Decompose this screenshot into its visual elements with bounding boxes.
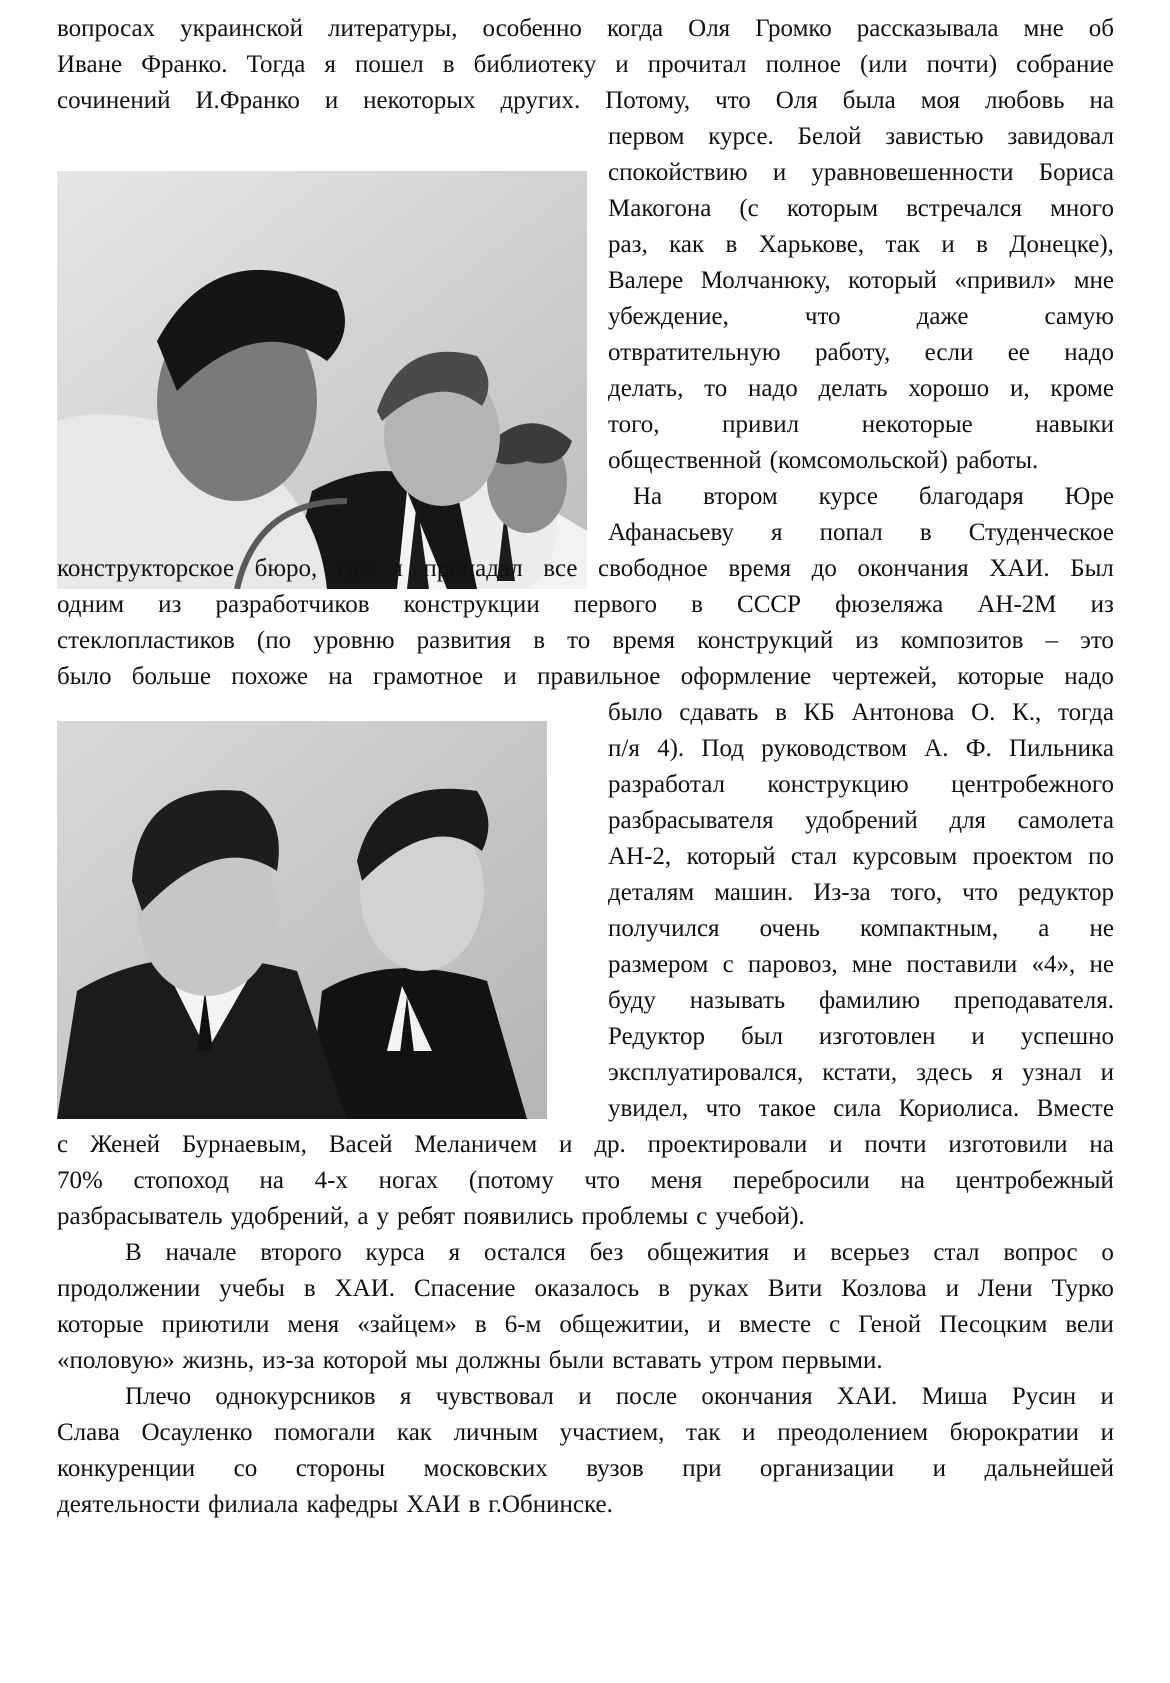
text-line: Макогона (с которым встречался много	[608, 195, 1114, 222]
text-line: с Женей Бурнаевым, Васей Меланичем и др. проектировали и почти изготовили на	[57, 1131, 1114, 1158]
text-line: общественной (комсомольской) работы.	[608, 447, 1039, 474]
text-line: одним из разработчиков конструкции первого в СССР фюзеляжа АН-2М из	[57, 591, 1114, 618]
text-line: конструкторское бюро, где я пропадал все свободное время до окончания ХАИ. Был	[57, 555, 1114, 582]
text-line: Иване Франко. Тогда я пошел в библиотеку и прочитал полное (или почти) собрание	[57, 51, 1114, 78]
photo-three-students	[57, 171, 587, 589]
text-line: Валере Молчанюку, который «привил» мне	[608, 267, 1114, 294]
text-line: вопросах украинской литературы, особенно когда Оля Громко рассказывала мне об	[57, 15, 1114, 42]
text-line: В начале второго курса я остался без общежития и всерьез стал вопрос о	[125, 1239, 1114, 1266]
text-line: «половую» жизнь, из-за которой мы должны были вставать утром первыми.	[57, 1347, 883, 1374]
text-line: Афанасьеву я попал в Студенческое	[608, 519, 1114, 546]
text-line: спокойствию и уравновешенности Бориса	[608, 159, 1114, 186]
text-line: АН-2, который стал курсовым проектом по	[608, 843, 1114, 870]
text-line: сочинений И.Франко и некоторых других. Потому, что Оля была моя любовь на	[57, 87, 1114, 114]
text-line: того, привил некоторые навыки	[608, 411, 1114, 438]
text-line: увидел, что такое сила Кориолиса. Вместе	[608, 1095, 1114, 1122]
text-line: деталям машин. Из-за того, что редуктор	[608, 879, 1114, 906]
text-line: Слава Осауленко помогали как личным участием, так и преодолением бюрократии и	[57, 1419, 1114, 1446]
text-line: первом курсе. Белой завистью завидовал	[608, 123, 1114, 150]
text-line: стеклопластиков (по уровню развития в то время конструкций из композитов – это	[57, 627, 1114, 654]
text-line: На втором курсе благодаря Юре	[633, 483, 1114, 510]
text-line: продолжении учебы в ХАИ. Спасение оказалось в руках Вити Козлова и Лени Турко	[57, 1275, 1114, 1302]
text-line: получился очень компактным, а не	[608, 915, 1114, 942]
text-line: разработал конструкцию центробежного	[608, 771, 1114, 798]
text-line: эксплуатировался, кстати, здесь я узнал и	[608, 1059, 1114, 1086]
photo-two-students	[57, 721, 547, 1119]
text-line: было сдавать в КБ Антонова О. К., тогда	[608, 699, 1114, 726]
text-line: отвратительную работу, если ее надо	[608, 339, 1114, 366]
text-line: разбрасывателя удобрений для самолета	[608, 807, 1114, 834]
text-line: которые приютили меня «зайцем» в 6-м общежитии, и вместе с Геной Песоцким вели	[57, 1311, 1114, 1338]
text-line: было больше похоже на грамотное и правильное оформление чертежей, которые надо	[57, 663, 1114, 690]
text-line: раз, как в Харькове, так и в Донецке),	[608, 231, 1114, 258]
text-line: буду называть фамилию преподавателя.	[608, 987, 1114, 1014]
text-line: Редуктор был изготовлен и успешно	[608, 1023, 1114, 1050]
text-line: размером с паровоз, мне поставили «4», не	[608, 951, 1114, 978]
text-line: делать, то надо делать хорошо и, кроме	[608, 375, 1114, 402]
text-line: Плечо однокурсников я чувствовал и после окончания ХАИ. Миша Русин и	[125, 1383, 1114, 1410]
text-line: деятельности филиала кафедры ХАИ в г.Обнинске.	[57, 1491, 613, 1518]
text-line: убеждение, что даже самую	[608, 303, 1114, 330]
text-line: конкуренции со стороны московских вузов при организации и дальнейшей	[57, 1455, 1114, 1482]
text-line: п/я 4). Под руководством А. Ф. Пильника	[608, 735, 1114, 762]
text-line: разбрасыватель удобрений, а у ребят появились проблемы с учебой).	[57, 1203, 805, 1230]
text-line: 70% стопоход на 4-х ногах (потому что меня перебросили на центробежный	[57, 1167, 1114, 1194]
